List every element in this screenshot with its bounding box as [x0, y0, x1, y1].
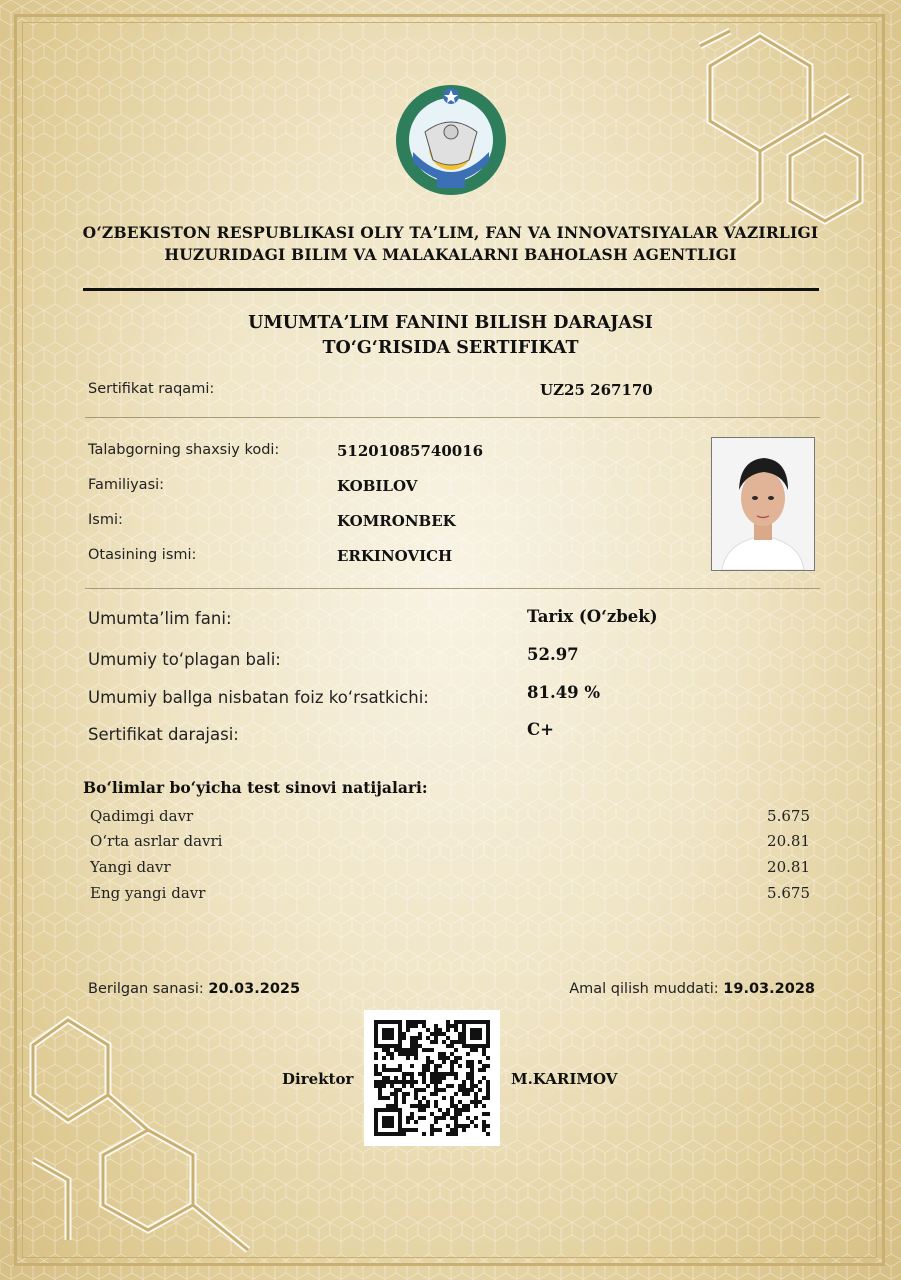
table-row — [90, 858, 810, 880]
section-name: Oʻrta asrlar davri — [90, 832, 223, 850]
section-score: 20.81 — [767, 832, 810, 850]
qr-code[interactable] — [364, 1010, 500, 1146]
table-row — [90, 807, 810, 829]
percent-label: Umumiy ballga nisbatan foiz koʻrsatkichi: — [88, 688, 429, 707]
corner-ornament-bottom-left — [28, 1010, 298, 1256]
patronymic-value: ERKINOVICH — [337, 547, 453, 565]
valid-until — [569, 981, 815, 997]
valid-until-value: 19.03.2028 — [723, 981, 815, 997]
level-label: Sertifikat darajasi: — [88, 725, 239, 744]
valid-until-label: Amal qilish muddati: — [569, 981, 719, 997]
section-name: Qadimgi davr — [90, 807, 194, 825]
issue-date-label: Berilgan sanasi: — [88, 981, 204, 997]
surname-value: KOBILOV — [337, 477, 418, 495]
director-name: M.KARIMOV — [511, 1070, 618, 1088]
section-name: Eng yangi davr — [90, 884, 206, 902]
qr-code-icon — [364, 1010, 500, 1146]
divider — [85, 417, 820, 418]
subject-value: Tarix (Oʻzbek) — [527, 607, 658, 626]
score-value: 52.97 — [527, 645, 579, 664]
state-emblem — [393, 82, 509, 198]
pin-label: Talabgorning shaxsiy kodi: — [88, 442, 280, 458]
director-label: Direktor — [282, 1070, 354, 1088]
organization-name-line2: HUZURIDAGI BILIM VA MALAKALARNI BAHOLASH AGENTLIGI — [164, 245, 737, 264]
subject-label: Umumtaʼlim fani: — [88, 609, 232, 628]
certificate-number-label: Sertifikat raqami: — [88, 381, 215, 397]
table-row — [90, 832, 810, 854]
level-value: C+ — [527, 720, 554, 739]
certificate-title-line2: TOʻGʻRISIDA SERTIFIKAT — [322, 338, 579, 358]
certificate-title-line1: UMUMTAʼLIM FANINI BILISH DARAJASI — [248, 313, 653, 333]
score-label: Umumiy toʻplagan bali: — [88, 650, 281, 669]
section-score: 5.675 — [767, 884, 810, 902]
name-value: KOMRONBEK — [337, 512, 456, 530]
organization-name-line1: OʻZBEKISTON RESPUBLIKASI OLIY TAʼLIM, FAN VA INNOVATSIYALAR VAZIRLIGI — [82, 223, 819, 242]
table-row — [90, 884, 810, 906]
surname-label: Familiyasi: — [88, 477, 165, 493]
patronymic-label: Otasining ismi: — [88, 547, 197, 563]
percent-value: 81.49 % — [527, 683, 601, 702]
name-label: Ismi: — [88, 512, 123, 528]
header-divider — [83, 288, 819, 291]
section-name: Yangi davr — [90, 858, 171, 876]
section-score: 5.675 — [767, 807, 810, 825]
applicant-photo — [711, 437, 815, 571]
divider — [85, 588, 820, 589]
sections-title: Boʻlimlar boʻyicha test sinovi natijalari: — [83, 778, 428, 797]
section-score: 20.81 — [767, 858, 810, 876]
issue-date-value: 20.03.2025 — [208, 981, 301, 997]
person-photo-icon — [712, 438, 814, 570]
certificate-number-value: UZ25 267170 — [540, 381, 653, 399]
issue-date — [88, 981, 300, 997]
pin-value: 51201085740016 — [337, 442, 484, 460]
